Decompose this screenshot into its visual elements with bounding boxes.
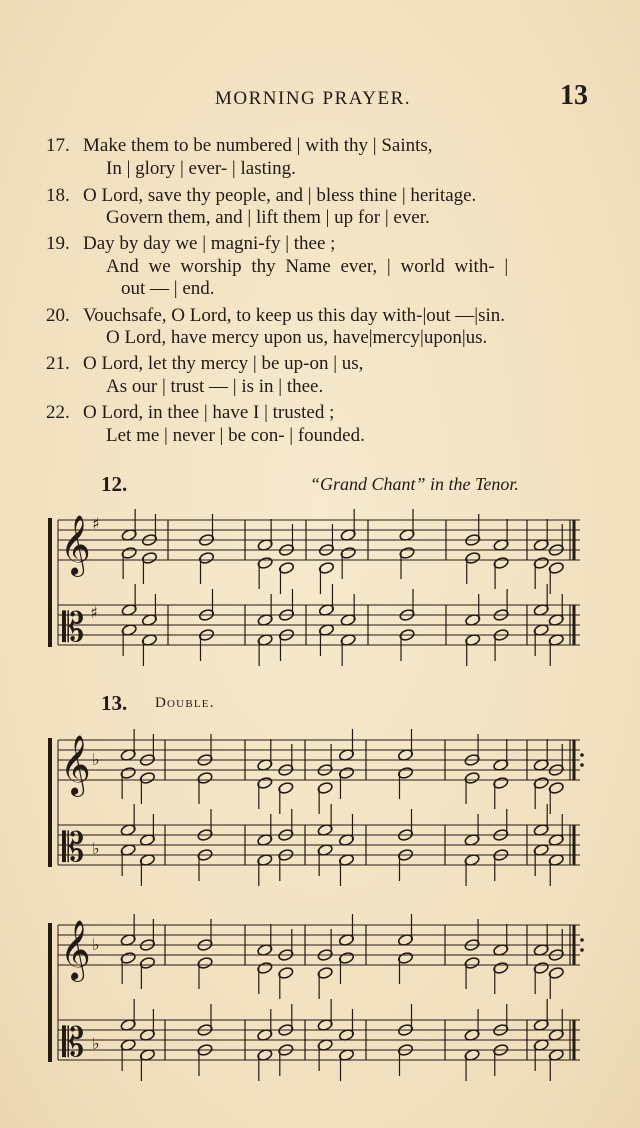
verse-number: 20. [46,305,70,326]
key-signature-flat-icon: ♭ [92,839,100,858]
tune-number: 12. [101,472,128,496]
verse-number: 17. [46,135,70,156]
treble-clef-icon: 𝄞 [60,515,91,575]
verse-number: 18. [46,185,70,206]
tune-note: “Grand Chant” in the Tenor. [310,474,519,494]
verse-line: Vouchsafe, O Lord, to keep us this day with-|out —|sin. [83,305,506,326]
verse-number: 19. [46,233,70,254]
verse-line: Make them to be numbered | with thy | Saints, [83,135,433,156]
repeat-dot [580,948,584,952]
c-clef-icon: 𝄡 [62,825,85,871]
verse-line: O Lord, let thy mercy | be up-on | us, [83,353,364,374]
key-signature-flat-icon: ♭ [92,935,100,954]
key-signature-flat-icon: ♭ [92,1034,100,1053]
treble-clef-icon: 𝄞 [60,735,91,795]
repeat-dot [580,753,584,757]
verse-line: Let me | never | be con- | founded. [106,425,365,446]
verse-line: O Lord, have mercy upon us, have|mercy|upon|us. [106,327,488,348]
verse-number: 21. [46,353,70,374]
running-header: MORNING PRAYER. [215,88,411,109]
c-clef-icon: 𝄡 [62,605,85,651]
key-signature-sharp-icon: ♯ [92,514,100,533]
c-clef-icon: 𝄡 [62,1020,85,1066]
key-signature-flat-icon: ♭ [92,750,100,769]
verse-line: In | glory | ever- | lasting. [106,158,296,179]
verse-line: Day by day we | magni-fy | thee ; [83,233,336,254]
verse-line: As our | trust — | is in | thee. [106,376,324,397]
repeat-dot [580,938,584,942]
verse-line: And we worship thy Name ever, | world with- | [106,256,509,277]
treble-clef-icon: 𝄞 [60,920,91,980]
verse-line: O Lord, save thy people, and | bless thine | heritage. [83,185,477,206]
tune-number: 13. [101,691,128,715]
repeat-dot [580,763,584,767]
verse-line: O Lord, in thee | have I | trusted ; [83,402,335,423]
tune-label: Double. [155,695,215,711]
page-number: 13 [560,80,588,111]
verse-number: 22. [46,402,70,423]
key-signature-sharp-icon: ♯ [90,603,98,622]
verse-line: Govern them, and | lift them | up for | ever. [106,207,430,228]
verse-line: out — | end. [121,278,215,299]
